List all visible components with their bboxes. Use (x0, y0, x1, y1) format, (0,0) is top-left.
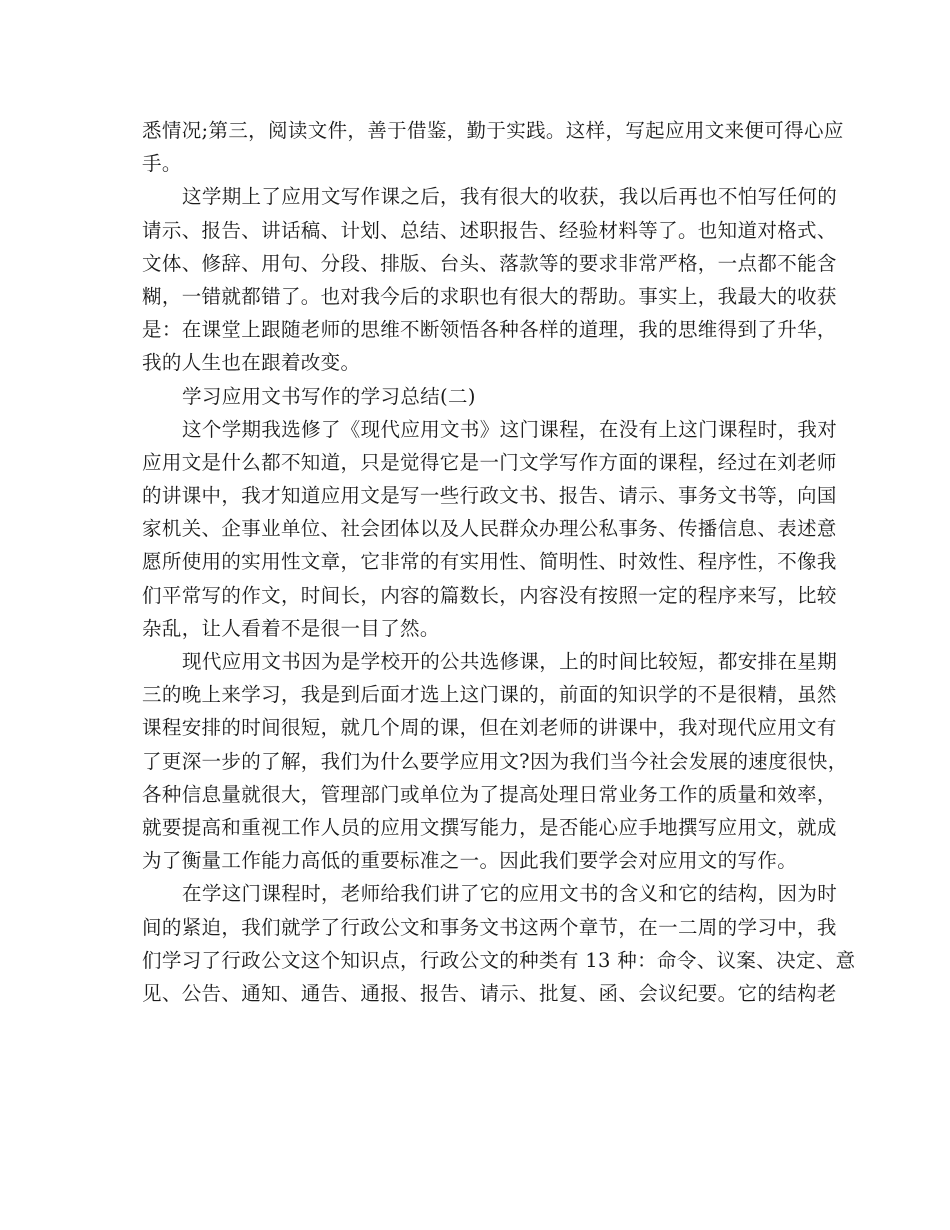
text-line: 愿所使用的实用性文章，它非常的有实用性、简明性、时效性、程序性，不像我 (142, 550, 837, 574)
text-line: 见、公告、通知、通告、通报、报告、请示、批复、函、会议纪要。它的结构老 (142, 981, 837, 1005)
text-line: 我的人生也在跟着改变。 (142, 351, 361, 375)
paragraph-first-line: 学习应用文书写作的学习总结(二) (182, 384, 476, 408)
text-line: 家机关、企事业单位、社会团体以及人民群众办理公私事务、传播信息、表述意 (142, 517, 837, 541)
text-line: 文体、修辞、用句、分段、排版、台头、落款等的要求非常严格，一点都不能含 (142, 251, 837, 275)
text-line: 应用文是什么都不知道，只是觉得它是一门文学写作方面的课程，经过在刘老师 (142, 450, 837, 474)
paragraph-first-line: 这个学期我选修了《现代应用文书》这门课程，在没有上这门课程时，我对 (182, 417, 838, 441)
text-line: 了更深一步的了解，我们为什么要学应用文?因为我们当今社会发展的速度很快， (142, 749, 848, 773)
document-body (142, 114, 856, 1010)
text-line: 手。 (142, 152, 182, 176)
text-line: 间的紧迫，我们就学了行政公文和事务文书这两个章节，在一二周的学习中，我 (142, 915, 837, 939)
text-line: 悉情况;第三，阅读文件，善于借鉴，勤于实践。这样，写起应用文来便可得心应 (142, 119, 844, 142)
paragraph-first-line: 这学期上了应用文写作课之后，我有很大的收获，我以后再也不怕写任何的 (182, 185, 838, 209)
text-line: 就要提高和重视工作人员的应用文撰写能力，是否能心应手地撰写应用文，就成 (142, 815, 837, 839)
paragraph-first-line: 在学这门课程时，老师给我们讲了它的应用文书的含义和它的结构，因为时 (182, 882, 838, 906)
text-line: 是：在课堂上跟随老师的思维不断领悟各种各样的道理，我的思维得到了升华， (142, 318, 837, 342)
text-line: 请示、报告、讲话稿、计划、总结、述职报告、经验材料等了。也知道对格式、 (142, 218, 837, 242)
text-line: 糊，一错就都错了。也对我今后的求职也有很大的帮助。事实上，我最大的收获 (142, 284, 837, 308)
paragraph-first-line: 现代应用文书因为是学校开的公共选修课，上的时间比较短，都安排在星期 (182, 650, 838, 673)
text-line: 们学习了行政公文这个知识点，行政公文的种类有 13 种：命令、议案、决定、意 (142, 948, 856, 972)
text-line: 课程安排的时间很短，就几个周的课，但在刘老师的讲课中，我对现代应用文有 (142, 716, 837, 740)
text-line: 们平常写的作文，时间长，内容的篇数长，内容没有按照一定的程序来写，比较 (142, 583, 837, 607)
text-line: 杂乱，让人看着不是很一目了然。 (142, 616, 440, 640)
text-line: 为了衡量工作能力高低的重要标准之一。因此我们要学会对应用文的写作。 (142, 849, 798, 873)
text-line: 的讲课中，我才知道应用文是写一些行政文书、报告、请示、事务文书等，向国 (142, 484, 837, 508)
text-line: 三的晚上来学习，我是到后面才选上这门课的，前面的知识学的不是很精，虽然 (142, 683, 837, 707)
text-line: 各种信息量就很大，管理部门或单位为了提高处理日常业务工作的质量和效率， (142, 782, 837, 806)
